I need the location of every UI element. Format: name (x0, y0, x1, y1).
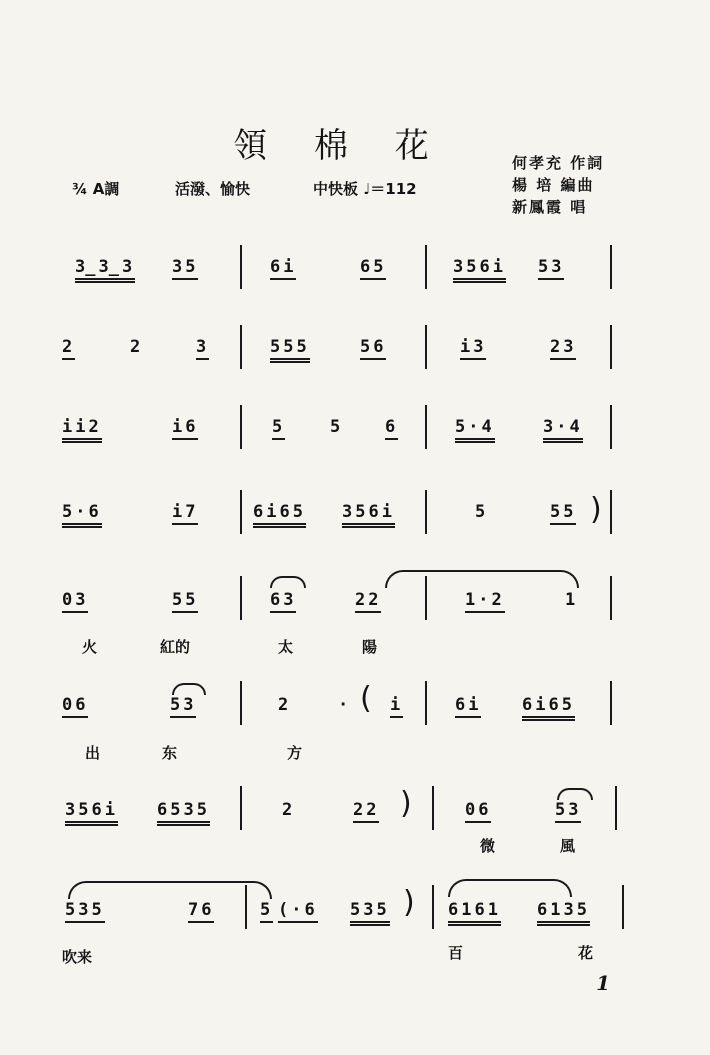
note-group: i7 (172, 502, 198, 525)
score-row-2 (60, 325, 640, 385)
bar-line (615, 786, 617, 830)
lyric: 东 (162, 744, 178, 762)
slur-mark (270, 576, 306, 588)
lyric: 花 (578, 944, 594, 962)
slur-mark (557, 788, 593, 800)
note-group: 6i65 (522, 695, 575, 721)
score-row-5 (60, 570, 640, 630)
expression-marking: 活潑、愉快 (175, 180, 251, 198)
bar-line (610, 405, 612, 449)
note-group: 6i (270, 257, 296, 280)
bar-line (240, 325, 242, 369)
slur-mark (448, 879, 572, 897)
note-group: 2 (130, 337, 144, 357)
note-group: 555 (270, 337, 310, 363)
note-group: (·6 (278, 900, 318, 923)
note-group: 5 (475, 502, 489, 522)
note-group: i6 (172, 417, 198, 440)
lyric: 方 (287, 744, 303, 762)
bar-line (240, 405, 242, 449)
note-group: · (338, 695, 352, 715)
note-group: 535 (350, 900, 390, 926)
score-row-6 (60, 675, 640, 735)
note-group: 06 (62, 695, 88, 718)
bar-line (610, 245, 612, 289)
lyric: 吹来 (62, 948, 93, 966)
score-row-4 (60, 490, 640, 550)
bar-line (432, 786, 434, 830)
bar-line (240, 681, 242, 725)
note-group: 1·2 (465, 590, 505, 613)
note-group: 22 (355, 590, 381, 613)
note-group: 56 (360, 337, 386, 360)
note-group: 6 (385, 417, 398, 440)
page-number: 1 (596, 971, 610, 995)
note-group: 2 (282, 800, 296, 820)
open-paren: ( (360, 681, 372, 716)
bar-line (432, 885, 434, 929)
close-paren: ) (400, 786, 412, 821)
note-group: 23 (550, 337, 576, 360)
lyric: 紅的 (160, 638, 191, 656)
note-group: 6i (455, 695, 481, 718)
credit-arranger: 楊 培 編曲 (512, 176, 595, 194)
slur-mark (172, 683, 206, 695)
lyric: 火 (82, 638, 98, 656)
note-group: 55 (550, 502, 576, 525)
bar-line (425, 245, 427, 289)
note-group: 356i (65, 800, 118, 826)
note-group: ii2 (62, 417, 102, 443)
note-group: 356i (342, 502, 395, 528)
note-group: 5 (330, 417, 344, 437)
key-signature: ¾ A調 (72, 180, 120, 198)
credit-lyricist: 何孝充 作詞 (512, 154, 605, 172)
note-group: 2 (62, 337, 75, 360)
note-group: 03 (62, 590, 88, 613)
bar-line (240, 786, 242, 830)
note-group: 53 (538, 257, 564, 280)
bar-line (610, 576, 612, 620)
bar-line (425, 405, 427, 449)
note-group: 6161 (448, 900, 501, 926)
tie-mark (385, 570, 579, 588)
credit-singer: 新鳳霞 唱 (512, 198, 588, 216)
score-row-3 (60, 405, 640, 465)
lyric: 出 (85, 744, 101, 762)
bar-line (622, 885, 624, 929)
bar-line (240, 576, 242, 620)
bar-line (610, 325, 612, 369)
note-group: 65 (360, 257, 386, 280)
lyric: 陽 (362, 638, 378, 656)
note-group: i (390, 695, 403, 718)
bar-line (425, 490, 427, 534)
note-group: 6535 (157, 800, 210, 826)
bar-line (425, 681, 427, 725)
lyric: 風 (560, 837, 576, 855)
bar-line (240, 245, 242, 289)
bar-line (425, 325, 427, 369)
page-title: 領 棉 花 (233, 126, 447, 166)
note-group: 5 (260, 900, 273, 923)
bar-line (425, 576, 427, 620)
note-group: 2 (278, 695, 292, 715)
note-group: 1 (565, 590, 579, 610)
lyric: 太 (278, 638, 294, 656)
note-group: 3̲3̲3 (75, 257, 135, 283)
note-group: 356i (453, 257, 506, 283)
bar-line (610, 681, 612, 725)
note-group: 63 (270, 590, 296, 613)
tempo-marking: 中快板 ♩＝112 (313, 180, 417, 198)
note-group: 3 (196, 337, 209, 360)
bar-line (610, 490, 612, 534)
lyric: 百 (448, 944, 464, 962)
score-row-7 (60, 780, 640, 840)
slur-mark (68, 881, 272, 899)
note-group: 6135 (537, 900, 590, 926)
note-group: 53 (555, 800, 581, 823)
note-group: 55 (172, 590, 198, 613)
score-row-8 (60, 875, 640, 935)
note-group: 22 (353, 800, 379, 823)
lyric: 微 (480, 837, 496, 855)
note-group: 35 (172, 257, 198, 280)
close-paren: ) (590, 492, 602, 527)
note-group: 06 (465, 800, 491, 823)
note-group: i3 (460, 337, 486, 360)
note-group: 3·4 (543, 417, 583, 443)
note-group: 5·4 (455, 417, 495, 443)
bar-line (245, 885, 247, 929)
score-row-1 (60, 245, 640, 305)
note-group: 5 (272, 417, 285, 440)
note-group: 6i65 (253, 502, 306, 528)
note-group: 535 (65, 900, 105, 923)
note-group: 53 (170, 695, 196, 718)
bar-line (240, 490, 242, 534)
note-group: 5·6 (62, 502, 102, 528)
note-group: 76 (188, 900, 214, 923)
close-paren: ) (403, 885, 415, 920)
